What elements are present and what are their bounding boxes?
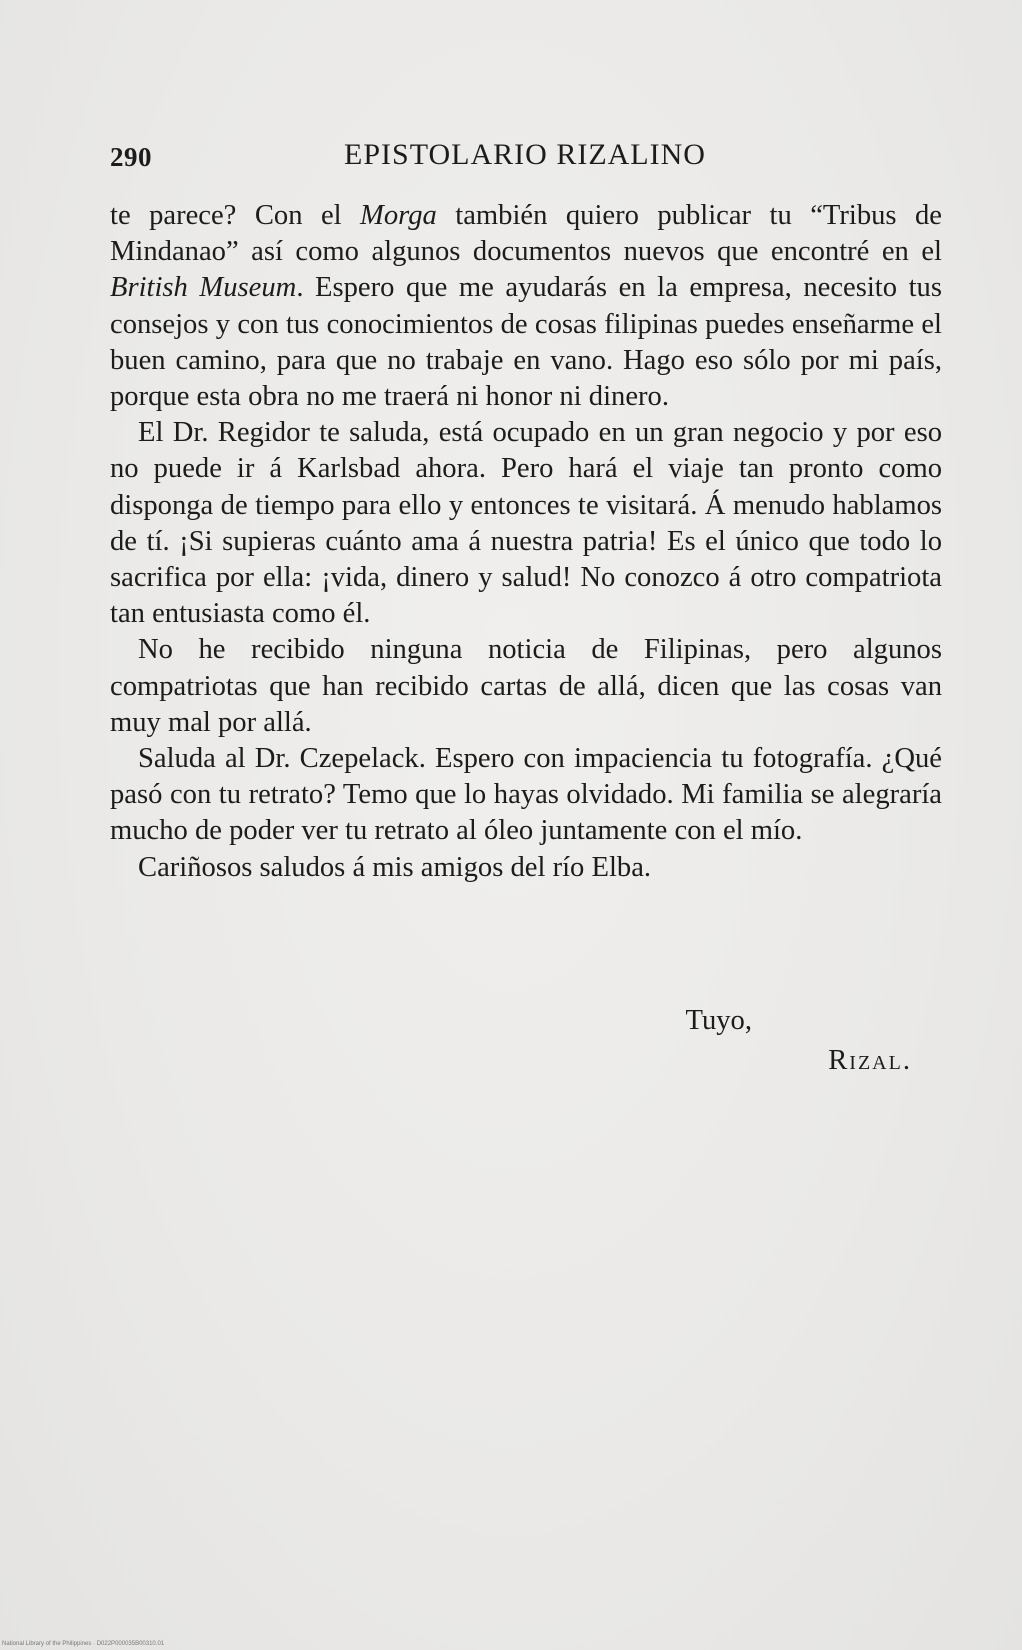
letter-body [110,198,942,886]
paragraph-5: Cariñosos saludos á mis amigos del río Elba. [138,851,652,883]
paragraph-4: Saluda al Dr. Czepelack. Espero con impaciencia tu fotografía. ¿Qué pasó con tu retrato? Temo que lo hayas olvidado. Mi familia se alegraría mucho de poder ver tu retrato al óleo juntamente con el mío. [110,743,942,847]
paragraph-1-text-a: te parece? Con el [110,200,361,231]
source-watermark: National Library of the Philippines · D022P000035B00310.01 [2,1641,165,1647]
page-number: 290 [110,142,152,172]
page-header [110,138,940,182]
valediction: Tuyo, [685,1005,752,1036]
paragraph-2: El Dr. Regidor te saluda, está ocupado en un gran negocio y por eso no puede ir á Karlsbad ahora. Pero hará el viaje tan pronto como disponga de tiempo para ello y entonces te visitará. Á menudo hablamos de tí. ¡Si supieras cuánto ama á nuestra patria! Es el único que todo lo sacrifica por ella: ¡vida, dinero y salud! No conozco á otro compatriota tan entusiasta como él. [110,417,942,630]
running-title: EPISTOLARIO RIZALINO [344,138,706,171]
paragraph-1-text-c: . Espero que me ayudarás en la empresa, necesito tus consejos y con tus conocimientos de cosas filipinas puedes enseñarme el buen camino, para que no trabaje en vano. Hago eso sólo por mi país, porque esta obra no me traerá ni honor ni dinero. [110,272,942,413]
paragraph-1-text-b: también quiero publicar tu “Tribus de Mindanao” así como algunos documentos nuevos que encontré en el [110,200,942,268]
italic-british-museum: British Museum [110,272,297,304]
paragraph-1 [110,198,942,415]
signature: Rizal. [828,1045,912,1076]
italic-title-morga: Morga [360,200,437,231]
paragraph-3: No he recibido ninguna noticia de Filipinas, pero algunos compatriotas que han recibido cartas de allá, dicen que las cosas van muy mal por allá. [110,634,942,738]
